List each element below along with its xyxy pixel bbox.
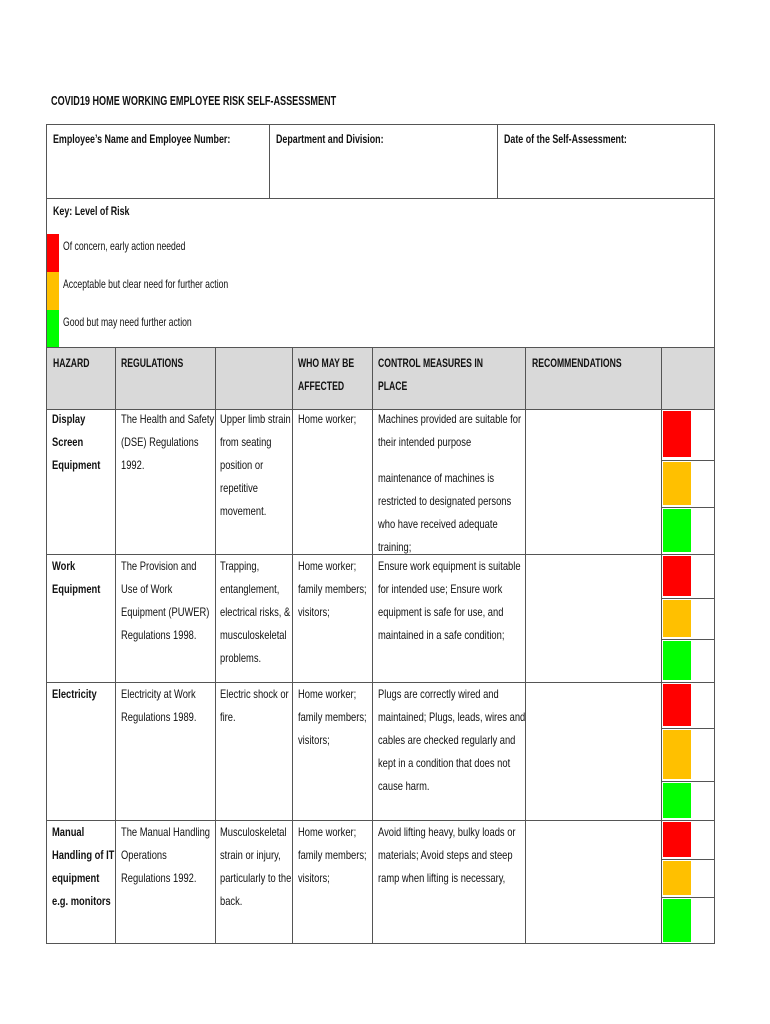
assessment-date-field[interactable]: Date of the Self-Assessment: — [504, 132, 627, 146]
header-recommendations: RECOMMENDATIONS — [532, 356, 622, 370]
rag-green-cell[interactable] — [662, 898, 692, 943]
risk-level-key — [46, 198, 715, 348]
regulations-cell: The Manual Handling Operations Regulations 1992. — [121, 825, 210, 885]
control-measures-cell: Plugs are correctly wired and maintained; Plugs, leads, wires and cables are checked regularly and kept in a condition that does not cause harm. — [378, 687, 526, 793]
who-affected-cell: Home worker; family members; visitors; — [298, 825, 367, 885]
who-affected-cell: Home worker; family members; visitors; — [298, 559, 367, 619]
regulations-cell: Electricity at Work Regulations 1989. — [121, 687, 197, 724]
employee-name-field[interactable]: Employee’s Name and Employee Number: — [53, 132, 231, 146]
key-label-amber: Acceptable but clear need for further action — [63, 277, 229, 291]
rag-green-cell[interactable] — [662, 782, 692, 819]
rag-amber-cell[interactable] — [662, 729, 692, 780]
key-label-green: Good but may need further action — [63, 315, 192, 329]
risk-assessment-table — [46, 347, 715, 944]
who-affected-cell: Home worker; family members; visitors; — [298, 687, 367, 747]
key-title: Key: Level of Risk — [53, 204, 130, 218]
key-label-red: Of concern, early action needed — [63, 239, 186, 253]
document-title: COVID19 HOME WORKING EMPLOYEE RISK SELF-ASSESSMENT — [51, 93, 337, 108]
control-measures-cell: Ensure work equipment is suitable for intended use; Ensure work equipment is safe for use, and maintained in a safe condition; — [378, 559, 521, 642]
regulations-cell: The Provision and Use of Work Equipment (PUWER) Regulations 1998. — [121, 559, 210, 642]
header-hazard: HAZARD — [53, 356, 90, 370]
hazard-cell: Electricity — [52, 687, 97, 701]
risk-cell: Musculoskeletal strain or injury, particularly to the back. — [220, 825, 292, 908]
hazard-cell: Work Equipment — [52, 559, 101, 596]
employee-details-header — [46, 124, 715, 199]
rag-red-cell[interactable] — [662, 821, 692, 858]
who-affected-cell: Home worker; — [298, 412, 357, 426]
header-regulations: REGULATIONS — [121, 356, 184, 370]
red-swatch — [47, 234, 59, 272]
rag-amber-cell[interactable] — [662, 599, 692, 638]
risk-cell: Trapping, entanglement, electrical risks, & musculoskeletal problems. — [220, 559, 291, 665]
hazard-cell: Manual Handling of IT equipment e.g. monitors — [52, 825, 115, 908]
green-swatch — [47, 310, 59, 348]
rag-green-cell[interactable] — [662, 640, 692, 681]
header-who-may-be-affected: WHO MAY BE AFFECTED — [298, 356, 355, 393]
department-field[interactable]: Department and Division: — [276, 132, 384, 146]
risk-cell: Upper limb strain from seating position or repetitive movement. — [220, 412, 291, 518]
risk-cell: Electric shock or fire. — [220, 687, 289, 724]
rag-red-cell[interactable] — [662, 410, 692, 458]
regulations-cell: The Health and Safety (DSE) Regulations 1992. — [121, 412, 215, 472]
control-measures-cell: maintenance of machines is restricted to designated persons who have received adequate training; — [378, 471, 512, 554]
hazard-cell: Display Screen Equipment — [52, 412, 101, 472]
control-measures-cell: Avoid lifting heavy, bulky loads or materials; Avoid steps and steep ramp when lifting is necessary, — [378, 825, 516, 885]
rag-amber-cell[interactable] — [662, 461, 692, 506]
rag-amber-cell[interactable] — [662, 860, 692, 896]
header-control-measures: CONTROL MEASURES IN PLACE — [378, 356, 483, 393]
rag-green-cell[interactable] — [662, 508, 692, 553]
amber-swatch — [47, 272, 59, 310]
control-measures-cell: Machines provided are suitable for their intended purpose — [378, 412, 522, 449]
rag-red-cell[interactable] — [662, 555, 692, 597]
rag-red-cell[interactable] — [662, 683, 692, 727]
